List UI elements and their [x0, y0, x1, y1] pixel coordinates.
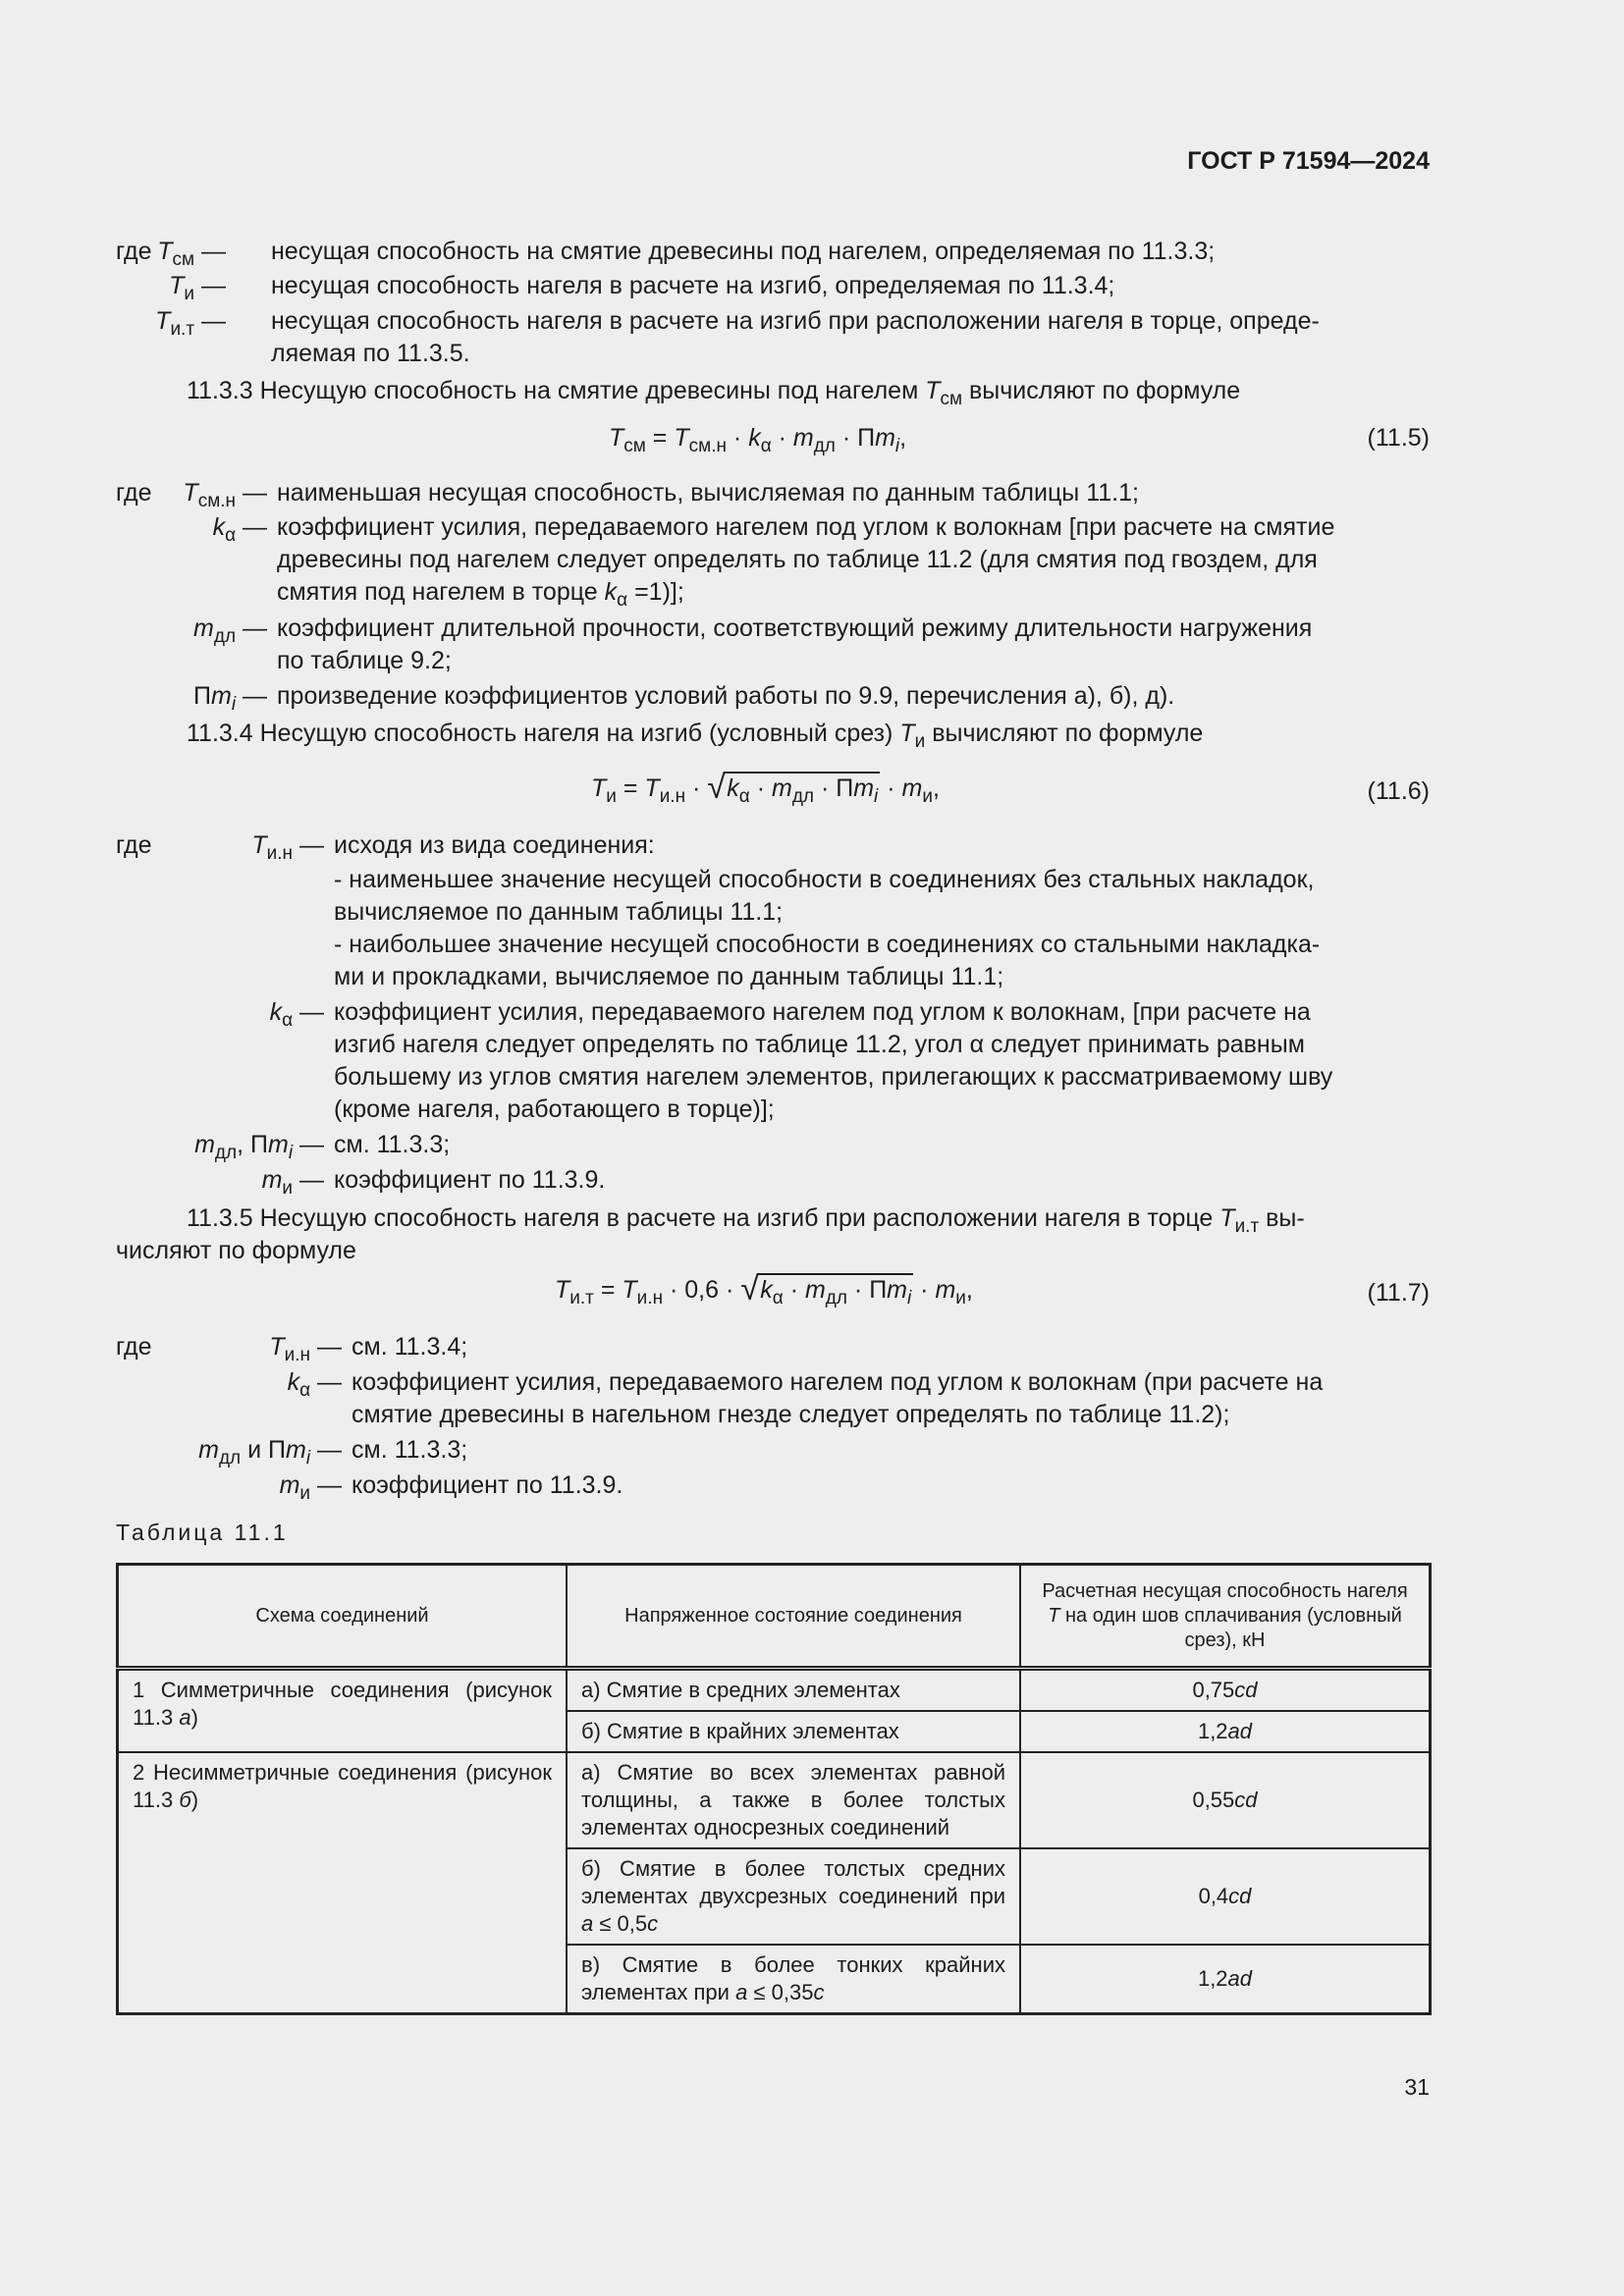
- definition-text: коэффициент усилия, передаваемого нагелем под углом к волокнам, [при расчете на: [334, 998, 1311, 1026]
- definition-text: несущая способность нагеля в расчете на изгиб при расположении нагеля в торце, опреде-: [271, 307, 1320, 335]
- table-caption: Таблица 11.1: [116, 1520, 289, 1545]
- where-label: где: [116, 831, 152, 859]
- definition-text: см. 11.3.3;: [334, 1131, 451, 1158]
- table-header-cell: Расчетная несущая способность нагеля T на один шов сплачивания (условный срез), кН: [1020, 1565, 1431, 1669]
- symbol-m-dl-p-mi: $m_{дл}$, $Пm_i$ —: [194, 1131, 324, 1163]
- table-cell: б) Смятие в крайних элементах: [567, 1711, 1020, 1752]
- symbol-t-in: $T_{и.н}$ —: [269, 1333, 342, 1365]
- symbol-m-i: $m_и$ —: [261, 1166, 324, 1199]
- definition-text: - наименьшее значение несущей способности в соединениях без стальных накладок,: [334, 866, 1315, 893]
- definition-text: исходя из вида соединения:: [334, 831, 655, 859]
- symbol-t-i: $T_и$ —: [169, 272, 226, 304]
- table-cell: в) Смятие в более тонких крайних элементах при a ≤ 0,35c: [567, 1945, 1020, 2014]
- table-cell: 0,55cd: [1020, 1752, 1431, 1848]
- where-label: где: [116, 238, 152, 265]
- definition-text: коэффициент по 11.3.9.: [334, 1166, 606, 1194]
- formula-11-7: $T_{и.т} = T_{и.н} \cdot 0,6$ · √ $k_\alpha \cdot m_{дл} \cdot Пm_i \cdot m_и$,: [555, 1270, 973, 1308]
- symbol-k-alpha: $k_\alpha$ —: [212, 513, 267, 546]
- formula-11-5: $T_{см} = T_{см.н} \cdot k_\alpha \cdot m_{дл} \cdot Пm_i$,: [609, 424, 907, 456]
- definition-text: см. 11.3.3;: [352, 1436, 468, 1464]
- where-label: где: [116, 479, 152, 507]
- definition-text: смятие древесины в нагельном гнезде следует определять по таблице 11.2);: [352, 1401, 1230, 1428]
- definition-text: несущая способность на смятие древесины под нагелем, определяемая по 11.3.3;: [271, 238, 1216, 265]
- definition-text: коэффициент длительной прочности, соответствующий режиму длительности нагружения: [277, 614, 1313, 642]
- table-cell: 1,2ad: [1020, 1711, 1431, 1752]
- definition-text: коэффициент усилия, передаваемого нагелем под углом к волокнам [при расчете на смятие: [277, 513, 1335, 541]
- table-row: [118, 1752, 1431, 1848]
- symbol-t-smn: $T_{см.н}$ —: [183, 479, 267, 511]
- paragraph-11-3-5: 11.3.5 Несущую способность нагеля в расчете на изгиб при расположении нагеля в торце $T_{и.т}$ вы-: [187, 1204, 1305, 1237]
- definition-text: коэффициент усилия, передаваемого нагелем под углом к волокнам (при расчете на: [352, 1368, 1324, 1396]
- page-number: 31: [1404, 2074, 1430, 2100]
- definition-text: изгиб нагеля следует определять по таблице 11.2, угол α следует принимать равным: [334, 1031, 1305, 1058]
- definition-text: (кроме нагеля, работающего в торце)];: [334, 1095, 775, 1123]
- where-label: где: [116, 1333, 152, 1361]
- table-cell: 2 Несимметричные соединения (рисунок 11.3 б): [118, 1752, 568, 2014]
- table-header-row: [118, 1565, 1431, 1669]
- definition-text: - наибольшее значение несущей способности в соединениях со стальными накладка-: [334, 931, 1321, 958]
- paragraph-text: 11.3.3 Несущую способность на смятие древесины под нагелем: [187, 377, 919, 404]
- definition-text: ми и прокладками, вычисляемое по данным таблицы 11.1;: [334, 963, 1004, 990]
- definition-text: ляемая по 11.3.5.: [271, 340, 470, 367]
- table-cell: а) Смятие в средних элементах: [567, 1669, 1020, 1712]
- symbol-p-mi: $Пm_i$ —: [193, 682, 267, 715]
- definition-text: наименьшая несущая способность, вычисляемая по данным таблицы 11.1;: [277, 479, 1139, 507]
- symbol-t-in: $T_{и.н}$ —: [251, 831, 324, 864]
- table-row: [118, 1669, 1431, 1712]
- formula-11-6: $T_и = T_{и.н}$ · √ $k_\alpha \cdot m_{дл} \cdot Пm_i \cdot m_и$,: [591, 769, 940, 807]
- symbol-m-dl: $m_{дл}$ —: [193, 614, 267, 647]
- symbol-t-sm: $T_{см}$ —: [157, 238, 226, 270]
- paragraph-text: вычисляют по формуле: [969, 377, 1241, 404]
- definition-text: несущая способность нагеля в расчете на изгиб, определяемая по 11.3.4;: [271, 272, 1115, 299]
- definition-text: коэффициент по 11.3.9.: [352, 1471, 623, 1499]
- symbol-t-it: $T_{и.т}$ —: [155, 307, 226, 340]
- symbol-m-dl-and-p-mi: $m_{дл}$ и $Пm_i$ —: [198, 1436, 342, 1468]
- table-cell: б) Смятие в более толстых средних элементах двухсрезных соединений при a ≤ 0,5c: [567, 1848, 1020, 1945]
- definition-text: смятия под нагелем в торце $k_\alpha =1$)];: [277, 578, 684, 611]
- table-cell: 1,2ad: [1020, 1945, 1431, 2014]
- table-cell: 0,75cd: [1020, 1669, 1431, 1712]
- paragraph-11-3-3: 11.3.3 Несущую способность на смятие древесины под нагелем $T_{см}$ вычисляют по формуле: [187, 377, 1241, 409]
- equation-number: (11.6): [1367, 777, 1430, 805]
- paragraph-text: числяют по формуле: [116, 1237, 356, 1264]
- definition-text: произведение коэффициентов условий работы по 9.9, перечисления а), б), д).: [277, 682, 1175, 710]
- document-id: ГОСТ Р 71594—2024: [1187, 147, 1430, 175]
- equation-number: (11.5): [1367, 424, 1430, 452]
- symbol-k-alpha: $k_\alpha$ —: [269, 998, 324, 1031]
- symbol-k-alpha: $k_\alpha$ —: [287, 1368, 342, 1401]
- table-11-1: [116, 1563, 1432, 2015]
- table-cell: 1 Симметричные соединения (рисунок 11.3 а): [118, 1669, 568, 1753]
- definition-text: древесины под нагелем следует определять по таблице 11.2 (для смятия под гвоздем, для: [277, 546, 1318, 573]
- definition-text: большему из углов смятия нагелем элементов, прилегающих к рассматриваемому шву: [334, 1063, 1333, 1091]
- symbol-m-i: $m_и$ —: [279, 1471, 342, 1504]
- table-cell: а) Смятие во всех элементах равной толщины, а также в более толстых элементах односрезных соединений: [567, 1752, 1020, 1848]
- paragraph-11-3-4: 11.3.4 Несущую способность нагеля на изгиб (условный срез) $T_и$ вычисляют по формуле: [187, 720, 1204, 752]
- table-header-cell: Напряженное состояние соединения: [567, 1565, 1020, 1669]
- table-header-cell: Схема соединений: [118, 1565, 568, 1669]
- equation-number: (11.7): [1367, 1279, 1430, 1307]
- table-cell: 0,4cd: [1020, 1848, 1431, 1945]
- definition-text: по таблице 9.2;: [277, 647, 452, 674]
- definition-text: см. 11.3.4;: [352, 1333, 468, 1361]
- definition-text: вычисляемое по данным таблицы 11.1;: [334, 898, 784, 926]
